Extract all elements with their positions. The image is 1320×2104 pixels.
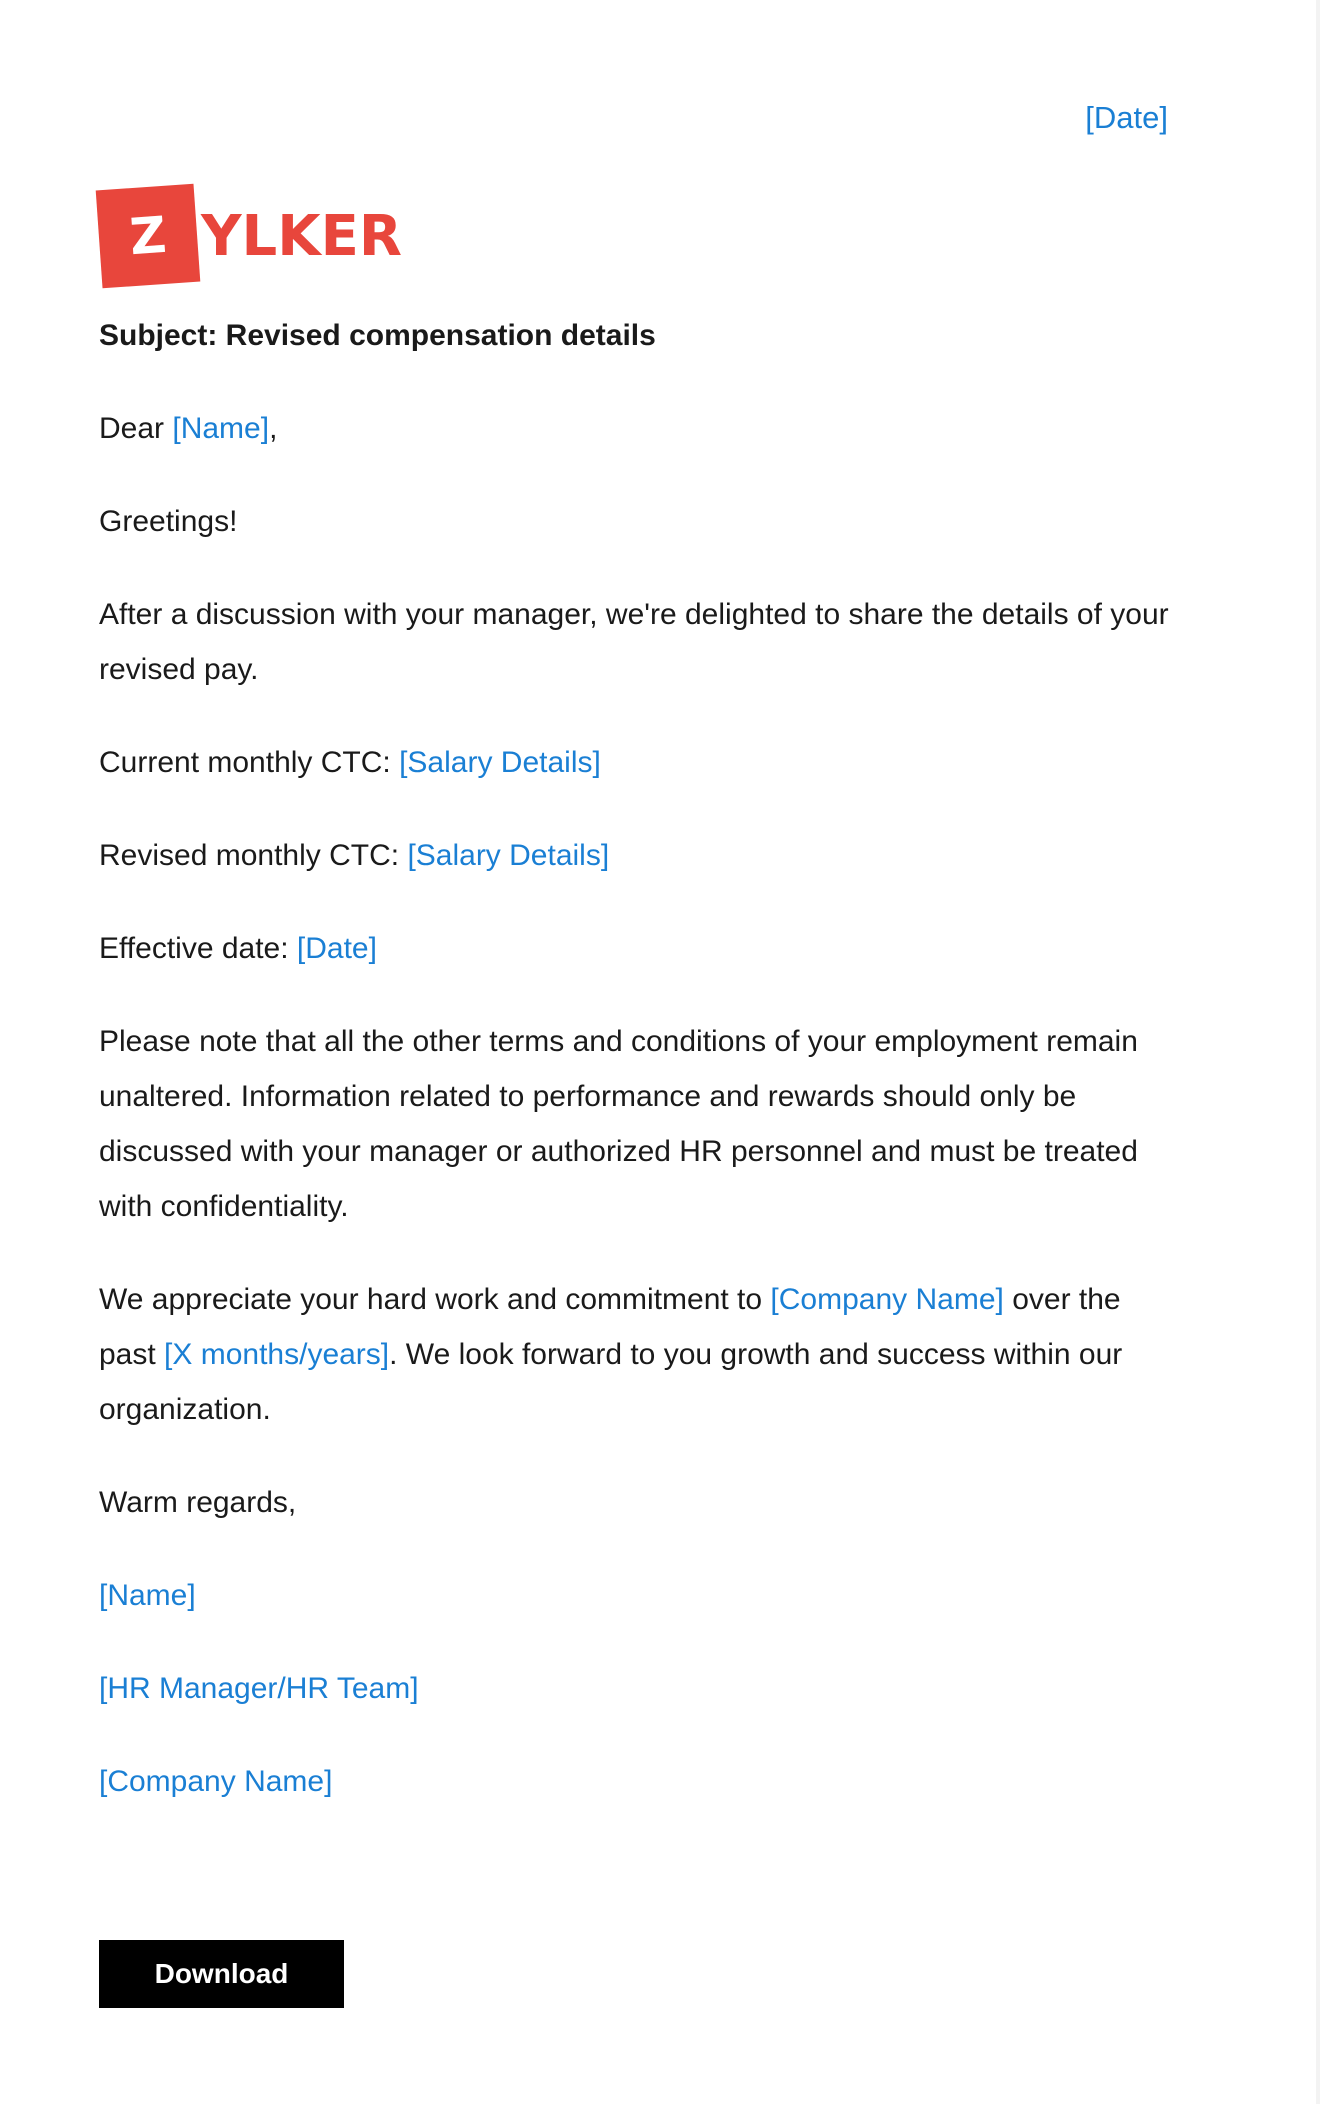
terms-paragraph: Please note that all the other terms and conditions of your employment remain unaltered. Information related to performance and rewards should only be discussed with your manager or authorized HR personnel and must be treated with confidentiality. (99, 1025, 1138, 1223)
company-name-placeholder: [Company Name] (770, 1283, 1004, 1316)
effective-date-label: Effective date: (99, 932, 297, 965)
letter-body (99, 308, 1179, 1847)
salutation (99, 401, 1179, 456)
signature-name-placeholder: [Name] (99, 1579, 196, 1612)
signature-company-placeholder: [Company Name] (99, 1765, 333, 1798)
appreciation-text-2: over the past (99, 1283, 1121, 1371)
duration-placeholder: [X months/years] (164, 1338, 390, 1371)
revised-ctc-line (99, 828, 1179, 883)
revised-ctc-placeholder: [Salary Details] (407, 839, 610, 872)
page-edge (1316, 0, 1320, 2104)
download-button[interactable]: Download (99, 1940, 344, 2008)
zylker-logo (99, 186, 402, 286)
salutation-suffix: , (269, 412, 278, 445)
effective-date-line (99, 921, 1179, 976)
logo-letter: Z (127, 205, 169, 267)
appreciation-paragraph (99, 1272, 1179, 1437)
current-ctc-line (99, 735, 1179, 790)
logo-mark (96, 184, 201, 289)
current-ctc-label: Current monthly CTC: (99, 746, 400, 779)
signature-role-placeholder: [HR Manager/HR Team] (99, 1672, 419, 1705)
intro-paragraph: After a discussion with your manager, we're delighted to share the details of your revised pay. (99, 598, 1169, 686)
appreciation-text-3: . We look forward to you growth and success within our organization. (99, 1338, 1123, 1426)
current-ctc-placeholder: [Salary Details] (399, 746, 601, 779)
salutation-prefix: Dear (99, 412, 173, 445)
revised-ctc-label: Revised monthly CTC: (99, 839, 408, 872)
letter-subject: Subject: Revised compensation details (99, 319, 656, 352)
header-date: [Date] (1085, 100, 1168, 135)
logo-wordmark: YLKER (201, 203, 403, 269)
greeting: Greetings! (99, 505, 238, 538)
effective-date-placeholder: [Date] (296, 932, 377, 965)
closing: Warm regards, (99, 1486, 297, 1519)
appreciation-text-1: We appreciate your hard work and commitment to (99, 1283, 771, 1316)
salutation-name-placeholder: [Name] (172, 412, 270, 445)
